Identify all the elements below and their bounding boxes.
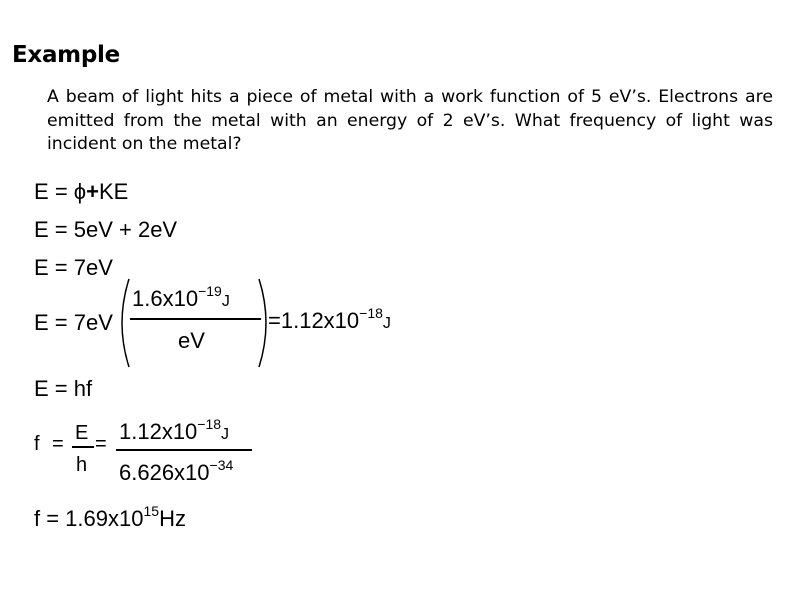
eq6-num-base: 1.12x10 <box>119 419 198 444</box>
conversion-result <box>268 305 391 333</box>
eq1-equals: = <box>54 179 68 204</box>
conversion-numerator <box>132 283 230 311</box>
eq6-equals-1: = <box>52 433 64 455</box>
eq7-exp: 15 <box>143 503 160 519</box>
conversion-num-unit: J <box>221 293 230 310</box>
equation-planck: E = hf <box>34 376 93 401</box>
conversion-result-unit: J <box>382 315 391 332</box>
eq6-num-exp: −18 <box>197 416 222 432</box>
eq7-unit: Hz <box>159 506 186 531</box>
eq6-equals-2: = <box>95 433 107 455</box>
eq7-base: f = 1.69x10 <box>34 506 144 531</box>
equation-frequency-result <box>34 503 186 531</box>
eq6-den-exp: −34 <box>209 457 234 473</box>
eq1-ke: KE <box>98 179 129 204</box>
eq1-plus: + <box>86 179 99 204</box>
eq1-lhs: E <box>34 179 49 204</box>
left-parenthesis <box>113 277 133 369</box>
equation-energy-total: E = 7eV <box>34 255 113 280</box>
conversion-num-base: 1.6x10 <box>132 286 199 311</box>
eq6-numerator <box>119 416 230 444</box>
equation-energy-sum <box>34 181 128 203</box>
eq6-f: f <box>34 433 40 455</box>
conversion-result-exp: −18 <box>359 305 383 321</box>
eq6-den-base: 6.626x10 <box>119 460 210 485</box>
eq6-h-denominator: h <box>76 454 88 476</box>
eq6-main-fraction-bar <box>116 449 252 451</box>
conversion-denominator: eV <box>178 328 205 353</box>
eq1-phi: ϕ <box>73 179 87 204</box>
eq6-E-numerator: E <box>75 422 89 444</box>
conversion-result-equals: = <box>268 308 281 333</box>
equation-energy-values: E = 5eV + 2eV <box>34 217 178 242</box>
conversion-num-exp: −19 <box>198 283 222 299</box>
conversion-result-base: 1.12x10 <box>280 308 360 333</box>
eq6-denominator <box>119 457 234 485</box>
problem-statement: A beam of light hits a piece of metal with a work function of 5 eV’s. Electrons are emitted from the metal with an energy of 2 eV’s. What frequency of light was incident on the metal? <box>47 87 773 154</box>
eq6-num-unit: J <box>221 426 230 443</box>
eq6-E-over-h-bar <box>72 446 94 448</box>
page-title: Example <box>12 42 120 68</box>
equation-energy-conversion-lhs: E = 7eV <box>34 310 113 335</box>
conversion-fraction-bar <box>130 318 261 320</box>
